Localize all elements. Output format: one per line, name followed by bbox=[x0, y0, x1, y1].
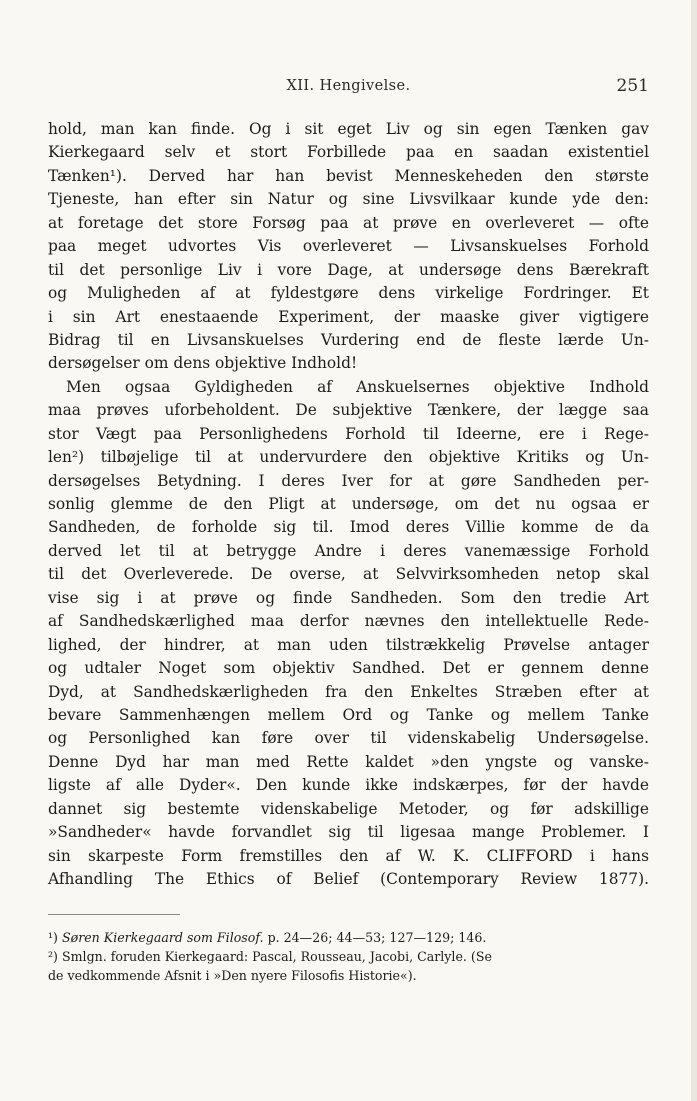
text-line: og udtaler Noget som objektiv Sandhed. Det er gennem denne bbox=[48, 659, 649, 678]
text-line: Men ogsaa Gyldigheden af Anskuelsernes objektive Indhold bbox=[66, 377, 649, 396]
text-line: derved let til at betrygge Andre i deres vanemæssige Forhold bbox=[48, 541, 649, 560]
text-line: ligste af alle Dyder«. Den kunde ikke indskærpes, før der havde bbox=[48, 776, 649, 795]
text-line: at foretage det store Forsøg paa at prøve en overleveret — ofte bbox=[48, 213, 649, 232]
footnote-text: de vedkommende Afsnit i »Den nyere Filosofis Historie«). bbox=[48, 968, 417, 983]
footnote-title: Søren Kierkegaard som Filosof. bbox=[61, 930, 264, 945]
page-number: 251 bbox=[616, 76, 649, 96]
text-line: af Sandhedskærlighed maa derfor nævnes den intellektuelle Rede- bbox=[48, 612, 649, 631]
text-line: paa meget udvortes Vis overleveret — Livsanskuelses Forhold bbox=[48, 237, 649, 256]
page-header bbox=[48, 78, 649, 102]
page-edge bbox=[691, 0, 697, 1101]
footnote-2-continued bbox=[48, 966, 649, 985]
text-line: Tænken¹). Derved har han bevist Menneskeheden den største bbox=[48, 166, 649, 185]
text-line: sin skarpeste Form fremstilles den af W. K. CLIFFORD i hans bbox=[48, 846, 649, 865]
text-line: Denne Dyd har man med Rette kaldet »den yngste og vanske- bbox=[48, 752, 649, 771]
text-line: Dyd, at Sandhedskærligheden fra den Enkeltes Stræben efter at bbox=[48, 682, 649, 701]
text-line: Bidrag til en Livsanskuelses Vurdering end de fleste lærde Un- bbox=[48, 330, 649, 349]
text-line: til det Overleverede. De overse, at Selvvirksomheden netop skal bbox=[48, 565, 649, 584]
text-line: hold, man kan finde. Og i sit eget Liv og sin egen Tænken gav bbox=[48, 120, 649, 138]
text-line: dersøgelses Betydning. I deres Iver for at gøre Sandheden per- bbox=[48, 471, 649, 490]
running-head: XII. Hengivelse. bbox=[286, 78, 411, 94]
footnote-marker: ¹) bbox=[48, 930, 58, 945]
text-line: i sin Art enestaaende Experiment, der maaske giver vigtigere bbox=[48, 307, 649, 326]
text-line: til det personlige Liv i vore Dage, at undersøge dens Bærekraft bbox=[48, 260, 649, 279]
text-line: maa prøves uforbeholdent. De subjektive Tænkere, der lægge saa bbox=[48, 401, 649, 420]
footnote-2 bbox=[48, 947, 649, 966]
text-line: og Personlighed kan føre over til videnskabelig Undersøgelse. bbox=[48, 729, 649, 748]
text-line: lighed, der hindrer, at man uden tilstrækkelig Prøvelse antager bbox=[48, 635, 649, 654]
footnote-rule bbox=[48, 914, 180, 915]
text-line: bevare Sammenhængen mellem Ord og Tanke og mellem Tanke bbox=[48, 705, 649, 724]
text-line: len²) tilbøjelige til at undervurdere den objektive Kritiks og Un- bbox=[48, 448, 649, 467]
text-line: Tjeneste, han efter sin Natur og sine Livsvilkaar kunde yde den: bbox=[48, 190, 649, 209]
footnotes bbox=[48, 928, 649, 985]
text-line: dannet sig bestemte videnskabelige Metoder, og før adskillige bbox=[48, 799, 649, 818]
footnote-text: p. 24—26; 44—53; 127—129; 146. bbox=[263, 930, 487, 945]
footnote-marker: ²) bbox=[48, 949, 58, 964]
text-line: vise sig i at prøve og finde Sandheden. Som den tredie Art bbox=[48, 588, 649, 607]
text-line: Afhandling The Ethics of Belief (Contemporary Review 1877). bbox=[48, 870, 649, 888]
footnote-text: Smlgn. foruden Kierkegaard: Pascal, Rousseau, Jacobi, Carlyle. (Se bbox=[61, 949, 492, 964]
text-line: stor Vægt paa Personlighedens Forhold til Ideerne, ere i Rege- bbox=[48, 424, 649, 443]
text-line: sonlig glemme de den Pligt at undersøge, om det nu ogsaa er bbox=[48, 495, 649, 513]
text-line: dersøgelser om dens objektive Indhold! bbox=[48, 354, 358, 373]
text-line: Kierkegaard selv et stort Forbillede paa en saadan existentiel bbox=[48, 143, 649, 162]
text-line: »Sandheder« havde forvandlet sig til ligesaa mange Problemer. I bbox=[48, 823, 649, 842]
text-line: Sandheden, de forholde sig til. Imod deres Villie komme de da bbox=[48, 518, 649, 537]
body-text bbox=[48, 118, 649, 891]
footnote-1 bbox=[48, 928, 649, 947]
text-line: og Muligheden af at fyldestgøre dens virkelige Fordringer. Et bbox=[48, 284, 649, 303]
